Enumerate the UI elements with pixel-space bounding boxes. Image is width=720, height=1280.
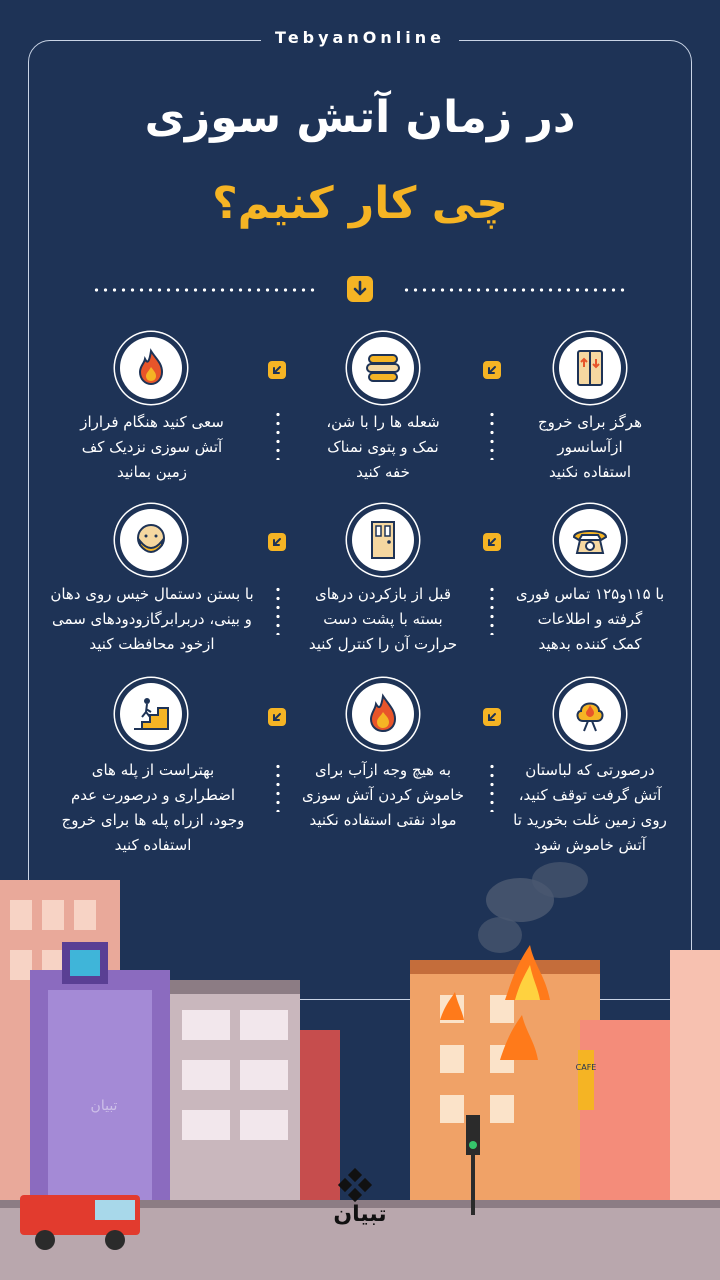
tip-9-text: بهتراست از پله های اضطراری و درصورت عدم وجود، ازراه پله ها برای خروج استفاده کنید [61, 761, 245, 854]
arrow-badge-icon [483, 533, 501, 551]
vertical-divider [490, 410, 494, 460]
telephone-icon [559, 509, 621, 571]
burning-person-icon [559, 683, 621, 745]
sand-bag-icon [352, 337, 414, 399]
tip-6-text: با بستن دستمال خیس روی دهان و بینی، دربرابرگازودودهای سمی ازخود محافظت کنید [50, 585, 254, 653]
tip-3-text: سعی کنید هنگام فراراز آتش سوزی نزدیک کف زمین بمانید [80, 413, 224, 481]
tip-7-text: درصورتی که لباستان آتش گرفت توقف کنید، روی زمین غلت بخورید تا آتش خاموش شود [513, 761, 667, 854]
watermark-text: تبیان [90, 1098, 118, 1114]
vertical-divider [490, 762, 494, 812]
dotted-divider-left [92, 288, 318, 292]
flame-icon [352, 683, 414, 745]
tip-4-text: با ۱۱۵و۱۲۵ تماس فوری گرفته و اطلاعات کمک کننده بدهید [515, 585, 665, 653]
elevator-icon [559, 337, 621, 399]
brand-name: TebyanOnline [261, 28, 459, 47]
logo-text: تبیان [333, 1202, 387, 1227]
dotted-divider-right [402, 288, 628, 292]
brand-header [0, 28, 720, 47]
arrow-badge-icon [268, 533, 286, 551]
stairs-icon [120, 683, 182, 745]
arrow-badge-icon [268, 708, 286, 726]
arrow-down-icon [347, 276, 373, 302]
vertical-divider [276, 585, 280, 635]
arrow-badge-icon [268, 361, 286, 379]
face-mask-icon [120, 509, 182, 571]
cafe-sign-text: CAFE [575, 1063, 597, 1072]
arrow-badge-icon [483, 708, 501, 726]
tip-5-text: قبل از بازکردن درهای بسته با پشت دست حرارت آن را کنترل کنید [308, 585, 458, 653]
tip-1-text: هرگز برای خروج ازآسانسور استفاده نکنید [538, 413, 642, 481]
tip-8-text: به هیچ وجه ازآب برای خاموش کردن آتش سوزی مواد نفتی استفاده نکنید [301, 761, 465, 829]
vertical-divider [490, 585, 494, 635]
arrow-badge-icon [483, 361, 501, 379]
page-subtitle: چی کار کنیم؟ [212, 178, 508, 229]
vertical-divider [276, 410, 280, 460]
door-icon [352, 509, 414, 571]
page-title: در زمان آتش سوزی [144, 92, 576, 143]
tebyan-logo [318, 1168, 402, 1227]
tip-2-text: شعله ها را با شن، نمک و پتوی نمناک خفه کنید [326, 413, 440, 481]
fire-icon [120, 337, 182, 399]
vertical-divider [276, 762, 280, 812]
